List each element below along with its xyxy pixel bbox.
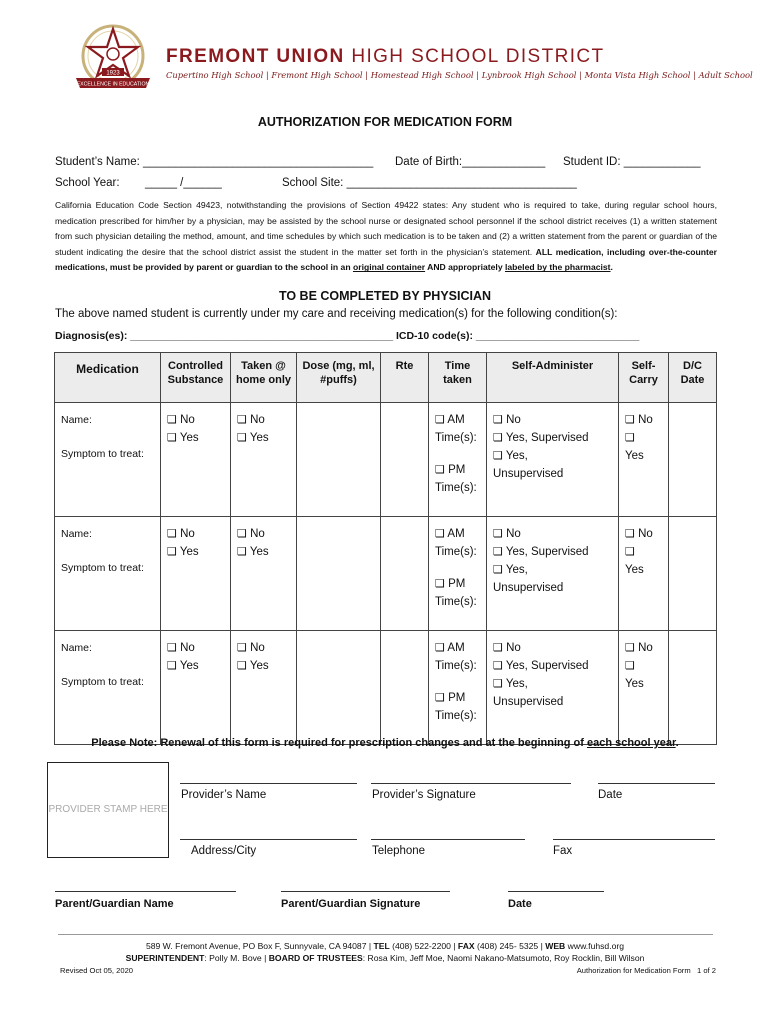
time-taken-cell (429, 631, 487, 745)
checkbox-icon: ❑ (237, 527, 247, 540)
self-carry-no-checkbox[interactable]: ❑ No (625, 413, 653, 426)
school-year-label: School Year: (55, 177, 120, 189)
checkbox-icon: ❑ (237, 545, 247, 558)
footer-form-name: Authorization for Medication Form (576, 966, 691, 975)
checkbox-icon: ❑ (625, 659, 635, 672)
checkbox-icon: ❑ (237, 659, 247, 672)
self-admin-supervised-checkbox[interactable]: ❑ Yes, Supervised (493, 431, 589, 444)
col-dc-date: D/C Date (669, 353, 717, 403)
dc-date-cell[interactable] (669, 517, 717, 631)
fax-label: Fax (553, 845, 573, 857)
controlled-yes-checkbox[interactable]: ❑ Yes (167, 659, 199, 672)
checkbox-icon: ❑ (167, 641, 177, 654)
am-times-label: Time(s): (435, 546, 477, 558)
col-medication: Medication (55, 353, 161, 403)
parent-signature-label: Parent/Guardian Signature (281, 898, 421, 910)
home-only-no-checkbox[interactable]: ❑ No (237, 527, 265, 540)
school-site-field[interactable]: School Site: ____________________________________ (282, 177, 577, 189)
note-underlined: each school year (586, 737, 676, 749)
self-carry-no-checkbox[interactable]: ❑ No (625, 527, 653, 540)
labeled-pharmacist-text: labeled by the pharmacist (504, 262, 611, 273)
pm-times-label: Time(s): (435, 482, 477, 494)
physician-intro: The above named student is currently under my care and receiving medication(s) for the following condition(s): (55, 308, 618, 320)
self-carry-yes-label: Yes (625, 678, 644, 690)
checkbox-icon: ❑ (435, 527, 445, 540)
self-admin-no-checkbox[interactable]: ❑ No (493, 413, 521, 426)
symptom-label: Symptom to treat: (61, 448, 144, 460)
controlled-cell (161, 517, 231, 631)
col-dose: Dose (mg, ml, #puffs) (297, 353, 381, 403)
logo-year: 1923 (106, 70, 120, 77)
provider-signature-label: Provider’s Signature (372, 789, 476, 801)
fax-line[interactable] (553, 839, 715, 840)
home-only-yes-checkbox[interactable]: ❑ Yes (237, 545, 269, 558)
col-time-taken: Time taken (429, 353, 487, 403)
controlled-no-checkbox[interactable]: ❑ No (167, 641, 195, 654)
name-label: Name: (61, 642, 92, 654)
medication-name-cell[interactable] (55, 631, 161, 745)
code-period: . (610, 262, 613, 273)
checkbox-icon: ❑ (237, 413, 247, 426)
checkbox-icon: ❑ (435, 641, 445, 654)
medication-table (54, 352, 717, 745)
unsupervised-label: Unsupervised (493, 582, 564, 594)
self-carry-no-checkbox[interactable]: ❑ No (625, 641, 653, 654)
controlled-yes-checkbox[interactable]: ❑ Yes (167, 431, 199, 444)
school-year-field[interactable]: _____ /______ (145, 177, 222, 189)
self-admin-no-checkbox[interactable]: ❑ No (493, 641, 521, 654)
self-admin-supervised-checkbox[interactable]: ❑ Yes, Supervised (493, 545, 589, 558)
parent-signature-line[interactable] (281, 891, 450, 892)
student-id-field[interactable]: Student ID: ____________ (563, 156, 701, 168)
self-carry-yes-checkbox[interactable] (625, 543, 664, 561)
footer-board: : Rosa Kim, Jeff Moe, Naomi Nakano-Matsumoto, Roy Rocklin, Bill Wilson (362, 953, 645, 963)
code-text: California Education Code Section 49423, notwithstanding the provisions of Section 49422 states: Any student who is required to take, during regular school hours, medication prescribed for him/her by a physician, may be assisted by the school nurse or designated school personnel if the school district receives (1) a written statement from such physician detailing the method, amount, and time schedules by which such medication is to be taken and (2) a written statement from the parent or guardian of the student indicating the desire that the school district assist the student in the matter set forth in the physician’s statement. (55, 200, 717, 257)
controlled-no-checkbox[interactable]: ❑ No (167, 527, 195, 540)
home-only-yes-checkbox[interactable]: ❑ Yes (237, 659, 269, 672)
footer-supt-label: SUPERINTENDENT (125, 953, 205, 963)
checkbox-icon: ❑ (167, 659, 177, 672)
address-label: Address/City (191, 845, 257, 857)
diagnosis-field[interactable]: Diagnosis(es): _____________________________________________ ICD-10 code(s): ____________________________ (55, 330, 640, 342)
col-home-only: Taken @ home only (231, 353, 297, 403)
checkbox-icon: ❑ (435, 413, 445, 426)
footer-web-label: WEB (545, 941, 566, 951)
checkbox-icon: ❑ (167, 431, 177, 444)
provider-date-label: Date (598, 789, 623, 801)
telephone-label: Telephone (372, 845, 426, 857)
col-route: Rte (381, 353, 429, 403)
self-admin-unsupervised-checkbox[interactable]: ❑ Yes, (493, 677, 528, 690)
checkbox-icon: ❑ (435, 577, 445, 590)
address-line[interactable] (180, 839, 357, 840)
dc-date-cell[interactable] (669, 631, 717, 745)
home-only-cell (231, 631, 297, 745)
checkbox-icon: ❑ (435, 691, 445, 704)
checkbox-icon: ❑ (493, 527, 503, 540)
parent-date-label: Date (508, 898, 532, 910)
checkbox-icon: ❑ (625, 641, 635, 654)
checkbox-icon: ❑ (493, 563, 503, 576)
symptom-label: Symptom to treat: (61, 562, 144, 574)
checkbox-icon: ❑ (493, 659, 503, 672)
pm-checkbox[interactable]: ❑ PM (435, 691, 466, 704)
provider-name-line[interactable] (180, 783, 357, 784)
self-admin-unsupervised-checkbox[interactable]: ❑ Yes, (493, 449, 528, 462)
checkbox-icon: ❑ (625, 545, 635, 558)
self-carry-yes-label: Yes (625, 450, 644, 462)
dose-cell[interactable] (297, 517, 381, 631)
pm-times-label: Time(s): (435, 596, 477, 608)
physician-heading: TO BE COMPLETED BY PHYSICIAN (278, 289, 492, 303)
footer-officials (0, 953, 770, 963)
checkbox-icon: ❑ (493, 413, 503, 426)
note-end: . (675, 737, 679, 749)
footer-web-link[interactable]: www.fuhsd.org (565, 941, 625, 951)
code-bold-text-2: AND appropriately (425, 262, 505, 273)
form-title: AUTHORIZATION FOR MEDICATION FORM (257, 115, 513, 129)
self-carry-cell (619, 403, 669, 517)
district-logo (72, 20, 154, 96)
checkbox-icon: ❑ (493, 431, 503, 444)
medication-row (55, 517, 717, 631)
provider-signature-line[interactable] (371, 783, 571, 784)
district-name (166, 46, 605, 68)
col-self-carry: Self-Carry (619, 353, 669, 403)
footer-tel: (408) 522-2200 | (389, 941, 458, 951)
name-label: Name: (61, 414, 92, 426)
checkbox-icon: ❑ (493, 545, 503, 558)
footer-fax-label: FAX (457, 941, 475, 951)
renewal-note (0, 737, 770, 749)
provider-date-line[interactable] (598, 783, 715, 784)
medication-name-cell[interactable] (55, 517, 161, 631)
medication-name-cell[interactable] (55, 403, 161, 517)
controlled-cell (161, 403, 231, 517)
col-controlled: Controlled Substance (161, 353, 231, 403)
medication-row (55, 631, 717, 745)
self-admin-supervised-checkbox[interactable]: ❑ Yes, Supervised (493, 659, 589, 672)
controlled-yes-checkbox[interactable]: ❑ Yes (167, 545, 199, 558)
school-list: Cupertino High School | Fremont High School | Homestead High School | Lynbrook High School | Monta Vista High School | Adult School (166, 70, 753, 80)
am-checkbox[interactable]: ❑ AM (435, 413, 465, 426)
footer-contact (0, 941, 770, 951)
footer-board-label: BOARD OF TRUSTEES (268, 953, 363, 963)
table-header-row (55, 353, 717, 403)
checkbox-icon: ❑ (625, 431, 635, 444)
note-text: Please Note: Renewal of this form is required for prescription changes and at the beginning of (91, 737, 587, 749)
footer-address: 589 W. Fremont Avenue, PO Box F, Sunnyvale, CA 94087 | (145, 941, 374, 951)
checkbox-icon: ❑ (493, 677, 503, 690)
original-container-text: original container (352, 262, 426, 273)
district-name-rest: HIGH SCHOOL DISTRICT (344, 46, 605, 67)
col-self-administer: Self-Administer (487, 353, 619, 403)
controlled-no-checkbox[interactable]: ❑ No (167, 413, 195, 426)
student-name-field[interactable]: Student’s Name: ____________________________________ (55, 156, 374, 168)
controlled-cell (161, 631, 231, 745)
dob-field[interactable]: Date of Birth:_____________ (395, 156, 546, 168)
dose-cell[interactable] (297, 403, 381, 517)
am-times-label: Time(s): (435, 432, 477, 444)
footer-supt: : Polly M. Bove | (204, 953, 269, 963)
page-number: 1 of 2 (697, 966, 716, 975)
page-footer-right (577, 966, 716, 975)
self-carry-yes-label: Yes (625, 564, 644, 576)
self-administer-cell (487, 631, 619, 745)
dose-cell[interactable] (297, 631, 381, 745)
checkbox-icon: ❑ (493, 641, 503, 654)
symptom-label: Symptom to treat: (61, 676, 144, 688)
code-bold-text: ALL medication, including over-the-counter medications, must be provided by parent or guardian to the school in an (55, 246, 717, 273)
am-times-label: Time(s): (435, 660, 477, 672)
checkbox-icon: ❑ (493, 449, 503, 462)
revised-date: Revised Oct 05, 2020 (60, 966, 134, 975)
self-carry-cell (619, 631, 669, 745)
unsupervised-label: Unsupervised (493, 696, 564, 708)
dc-date-cell[interactable] (669, 403, 717, 517)
home-only-no-checkbox[interactable]: ❑ No (237, 641, 265, 654)
time-taken-cell (429, 403, 487, 517)
checkbox-icon: ❑ (237, 431, 247, 444)
telephone-line[interactable] (371, 839, 525, 840)
checkbox-icon: ❑ (237, 641, 247, 654)
medication-row (55, 403, 717, 517)
checkbox-icon: ❑ (167, 527, 177, 540)
checkbox-icon: ❑ (167, 545, 177, 558)
route-cell[interactable] (381, 403, 429, 517)
footer-tel-label: TEL (373, 941, 390, 951)
footer-fax: (408) 245- 5325 | (474, 941, 546, 951)
checkbox-icon: ❑ (625, 413, 635, 426)
district-name-bold: FREMONT UNION (166, 46, 345, 67)
home-only-yes-checkbox[interactable]: ❑ Yes (237, 431, 269, 444)
self-carry-yes-checkbox[interactable] (625, 657, 664, 675)
pm-checkbox[interactable]: ❑ PM (435, 577, 466, 590)
route-cell[interactable] (381, 631, 429, 745)
home-only-cell (231, 403, 297, 517)
provider-stamp-box[interactable]: PROVIDER STAMP HERE (47, 762, 169, 858)
am-checkbox[interactable]: ❑ AM (435, 641, 465, 654)
self-admin-unsupervised-checkbox[interactable]: ❑ Yes, (493, 563, 528, 576)
pm-checkbox[interactable]: ❑ PM (435, 463, 466, 476)
home-only-no-checkbox[interactable]: ❑ No (237, 413, 265, 426)
self-carry-yes-checkbox[interactable] (625, 429, 664, 447)
checkbox-icon: ❑ (625, 527, 635, 540)
self-administer-cell (487, 403, 619, 517)
time-taken-cell (429, 517, 487, 631)
am-checkbox[interactable]: ❑ AM (435, 527, 465, 540)
parent-name-line[interactable] (55, 891, 236, 892)
footer-divider (58, 934, 713, 935)
education-code-paragraph (55, 198, 717, 276)
self-administer-cell (487, 517, 619, 631)
unsupervised-label: Unsupervised (493, 468, 564, 480)
self-carry-cell (619, 517, 669, 631)
logo-motto: EXCELLENCE IN EDUCATION (76, 81, 150, 88)
parent-name-label: Parent/Guardian Name (55, 898, 174, 910)
checkbox-icon: ❑ (167, 413, 177, 426)
name-label: Name: (61, 528, 92, 540)
provider-name-label: Provider’s Name (181, 789, 267, 801)
checkbox-icon: ❑ (435, 463, 445, 476)
parent-date-line[interactable] (508, 891, 604, 892)
pm-times-label: Time(s): (435, 710, 477, 722)
self-admin-no-checkbox[interactable]: ❑ No (493, 527, 521, 540)
home-only-cell (231, 517, 297, 631)
route-cell[interactable] (381, 517, 429, 631)
